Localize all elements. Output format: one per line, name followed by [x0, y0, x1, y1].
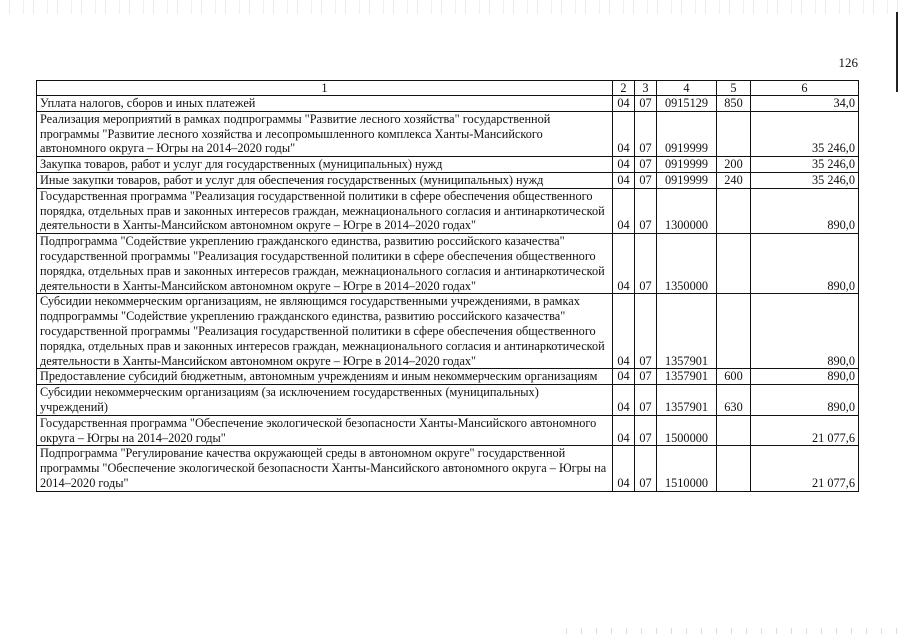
table-row [37, 446, 859, 491]
row-subsection: 07 [635, 111, 657, 156]
row-amount: 890,0 [751, 234, 859, 294]
row-subsection: 07 [635, 294, 657, 369]
row-target-code: 1300000 [657, 188, 717, 233]
row-name: Иные закупки товаров, работ и услуг для обеспечения государственных (муниципальных) нужд [37, 172, 613, 188]
row-section: 04 [613, 234, 635, 294]
table-row [37, 157, 859, 173]
row-name: Уплата налогов, сборов и иных платежей [37, 96, 613, 112]
row-amount: 890,0 [751, 294, 859, 369]
header-col-6: 6 [751, 81, 859, 96]
row-expense-type: 600 [717, 369, 751, 385]
row-subsection: 07 [635, 96, 657, 112]
row-expense-type [717, 234, 751, 294]
row-section: 04 [613, 446, 635, 491]
table-header-row [37, 81, 859, 96]
row-section: 04 [613, 157, 635, 173]
row-target-code: 1357901 [657, 369, 717, 385]
row-target-code: 1500000 [657, 415, 717, 446]
row-expense-type [717, 415, 751, 446]
row-subsection: 07 [635, 385, 657, 416]
row-expense-type: 240 [717, 172, 751, 188]
row-section: 04 [613, 385, 635, 416]
row-amount: 35 246,0 [751, 157, 859, 173]
row-target-code: 0915129 [657, 96, 717, 112]
header-col-3: 3 [635, 81, 657, 96]
row-target-code: 0919999 [657, 157, 717, 173]
row-section: 04 [613, 96, 635, 112]
row-name: Субсидии некоммерческим организациям (за исключением государственных (муниципальных) учреждений) [37, 385, 613, 416]
row-section: 04 [613, 188, 635, 233]
budget-table [36, 80, 859, 492]
scan-edge-line [896, 12, 898, 92]
row-name: Государственная программа "Реализация государственной политики в сфере обеспечения общественного порядка, отдельных прав и законных интересов граждан, межнационального согласия и антинаркотической деятельности в Ханты-Мансийском автономном округе – Югре в 2014–2020 годах" [37, 188, 613, 233]
table-row [37, 294, 859, 369]
row-target-code: 1350000 [657, 234, 717, 294]
row-amount: 890,0 [751, 369, 859, 385]
row-subsection: 07 [635, 234, 657, 294]
row-section: 04 [613, 294, 635, 369]
row-name: Субсидии некоммерческим организациям, не являющимся государственными учреждениями, в рамках подпрограммы "Содействие укреплению гражданского единства, развитию российского казачества" государственной программы "Реализация государственной политики в сфере обеспечения общественного порядка, отдельных прав и законных интересов граждан, межнационального согласия и антинаркотической деятельности в Ханты-Мансийском автономном округе – Югре в 2014–2020 годах" [37, 294, 613, 369]
row-subsection: 07 [635, 188, 657, 233]
row-section: 04 [613, 111, 635, 156]
table-row [37, 234, 859, 294]
row-name: Закупка товаров, работ и услуг для государственных (муниципальных) нужд [37, 157, 613, 173]
scan-top-artifact [0, 0, 905, 14]
row-name: Подпрограмма "Содействие укреплению гражданского единства, развитию российского казачества" государственной программы "Реализация государственной политики в сфере обеспечения общественного порядка, отдельных прав и законных интересов граждан, межнационального согласия и антинаркотической деятельности в Ханты-Мансийском автономном округе – Югре в 2014–2020 годах" [37, 234, 613, 294]
scan-bottom-artifact [560, 628, 905, 634]
table-row [37, 172, 859, 188]
row-expense-type [717, 111, 751, 156]
row-amount: 890,0 [751, 385, 859, 416]
row-name: Предоставление субсидий бюджетным, автономным учреждениям и иным некоммерческим организациям [37, 369, 613, 385]
row-subsection: 07 [635, 157, 657, 173]
row-amount: 890,0 [751, 188, 859, 233]
page-number: 126 [838, 55, 858, 70]
row-subsection: 07 [635, 415, 657, 446]
table-row [37, 96, 859, 112]
row-amount: 34,0 [751, 96, 859, 112]
row-target-code: 0919999 [657, 111, 717, 156]
row-subsection: 07 [635, 446, 657, 491]
row-name: Реализация мероприятий в рамках подпрограммы "Развитие лесного хозяйства" государственной программы "Развитие лесного хозяйства и лесопромышленного комплекса Ханты-Мансийского автономного округа – Югры на 2014–2020 годы" [37, 111, 613, 156]
header-col-2: 2 [613, 81, 635, 96]
row-expense-type: 850 [717, 96, 751, 112]
row-section: 04 [613, 172, 635, 188]
row-amount: 35 246,0 [751, 172, 859, 188]
table-row [37, 111, 859, 156]
row-section: 04 [613, 415, 635, 446]
row-expense-type [717, 446, 751, 491]
table-row [37, 369, 859, 385]
row-subsection: 07 [635, 369, 657, 385]
row-expense-type [717, 294, 751, 369]
row-subsection: 07 [635, 172, 657, 188]
header-col-4: 4 [657, 81, 717, 96]
row-expense-type [717, 188, 751, 233]
row-amount: 35 246,0 [751, 111, 859, 156]
header-col-5: 5 [717, 81, 751, 96]
row-target-code: 1357901 [657, 385, 717, 416]
row-name: Государственная программа "Обеспечение экологической безопасности Ханты-Мансийского автономного округа – Югры на 2014–2020 годы" [37, 415, 613, 446]
header-col-1: 1 [37, 81, 613, 96]
table-row [37, 415, 859, 446]
row-expense-type: 200 [717, 157, 751, 173]
row-target-code: 0919999 [657, 172, 717, 188]
row-name: Подпрограмма "Регулирование качества окружающей среды в автономном округе" государственной программы "Обеспечение экологической безопасности Ханты-Мансийского автономного округа – Югры на 2014–2020 годы" [37, 446, 613, 491]
row-target-code: 1510000 [657, 446, 717, 491]
row-expense-type: 630 [717, 385, 751, 416]
table-row [37, 188, 859, 233]
row-amount: 21 077,6 [751, 415, 859, 446]
row-section: 04 [613, 369, 635, 385]
row-amount: 21 077,6 [751, 446, 859, 491]
table-row [37, 385, 859, 416]
row-target-code: 1357901 [657, 294, 717, 369]
